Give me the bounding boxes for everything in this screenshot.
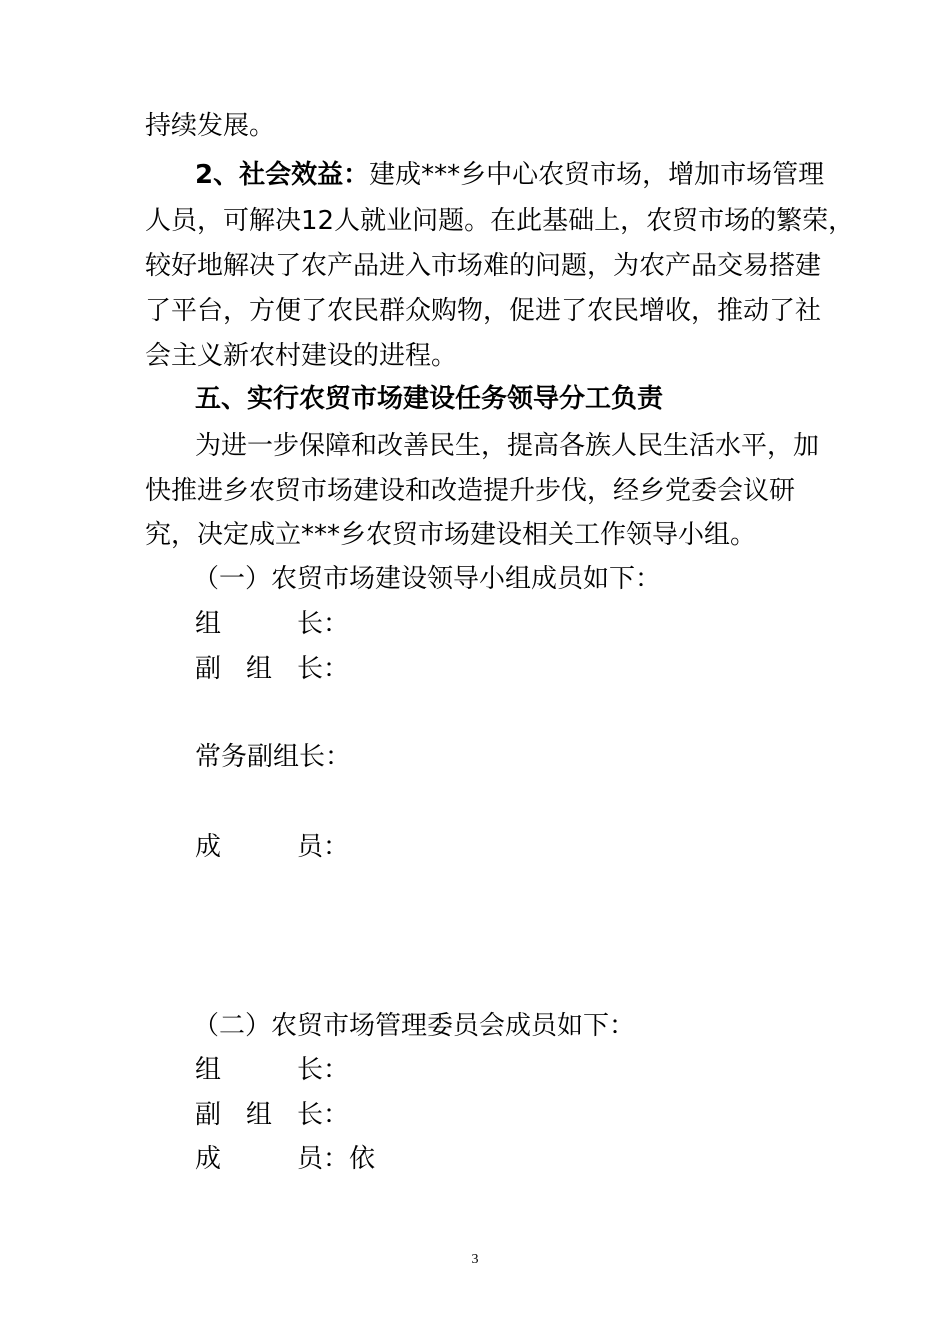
group2-deputy-label-char3: 长： bbox=[297, 1100, 350, 1130]
section-heading: 五、实行农贸市场建设任务领导分工负责 bbox=[195, 384, 664, 414]
paragraph-line: 了平台，方便了农民群众购物，促进了农民增收，推动了社 bbox=[145, 296, 822, 326]
group2-title: （二）农贸市场管理委员会成员如下： bbox=[193, 1011, 636, 1041]
group1-deputy-label-char2: 组 bbox=[246, 654, 273, 684]
group1-members-label-char1: 成 bbox=[195, 832, 222, 862]
paragraph-line: 究，决定成立***乡农贸市场建设相关工作领导小组。 bbox=[145, 520, 757, 550]
paragraph-continuation: 持续发展。 bbox=[145, 111, 276, 141]
page-number: 3 bbox=[471, 1252, 479, 1267]
paragraph-social-benefit-line bbox=[195, 162, 824, 188]
group2-deputy-label-char2: 组 bbox=[246, 1100, 273, 1130]
paragraph-line: 人员，可解决12人就业问题。在此基础上，农贸市场的繁荣， bbox=[145, 206, 855, 236]
social-benefit-text: 建成***乡中心农贸市场，增加市场管理 bbox=[369, 160, 825, 190]
group2-members-label-char1: 成 bbox=[195, 1144, 222, 1174]
group2-members-label-char2: 员：依 bbox=[297, 1144, 376, 1174]
group1-deputy-label-char3: 长： bbox=[297, 654, 350, 684]
social-benefit-heading: 2、社会效益： bbox=[195, 160, 370, 190]
group1-deputy-label-char1: 副 bbox=[195, 654, 222, 684]
group1-title: （一）农贸市场建设领导小组成员如下： bbox=[193, 564, 662, 594]
paragraph-line: 会主义新农村建设的进程。 bbox=[145, 341, 458, 371]
group1-leader-label-char2: 长： bbox=[297, 609, 350, 639]
group2-leader-label-char1: 组 bbox=[195, 1055, 222, 1085]
paragraph-line: 较好地解决了农产品进入市场难的问题，为农产品交易搭建 bbox=[145, 251, 822, 281]
group1-exec-deputy-label: 常务副组长： bbox=[195, 742, 352, 772]
group1-leader-label-char1: 组 bbox=[195, 609, 222, 639]
group1-members-label-char2: 员： bbox=[297, 832, 350, 862]
group2-deputy-label-char1: 副 bbox=[195, 1100, 222, 1130]
group2-leader-label-char2: 长： bbox=[297, 1055, 350, 1085]
paragraph-line: 快推进乡农贸市场建设和改造提升步伐，经乡党委会议研 bbox=[145, 476, 796, 506]
paragraph-line: 为进一步保障和改善民生，提高各族人民生活水平，加 bbox=[195, 431, 820, 461]
